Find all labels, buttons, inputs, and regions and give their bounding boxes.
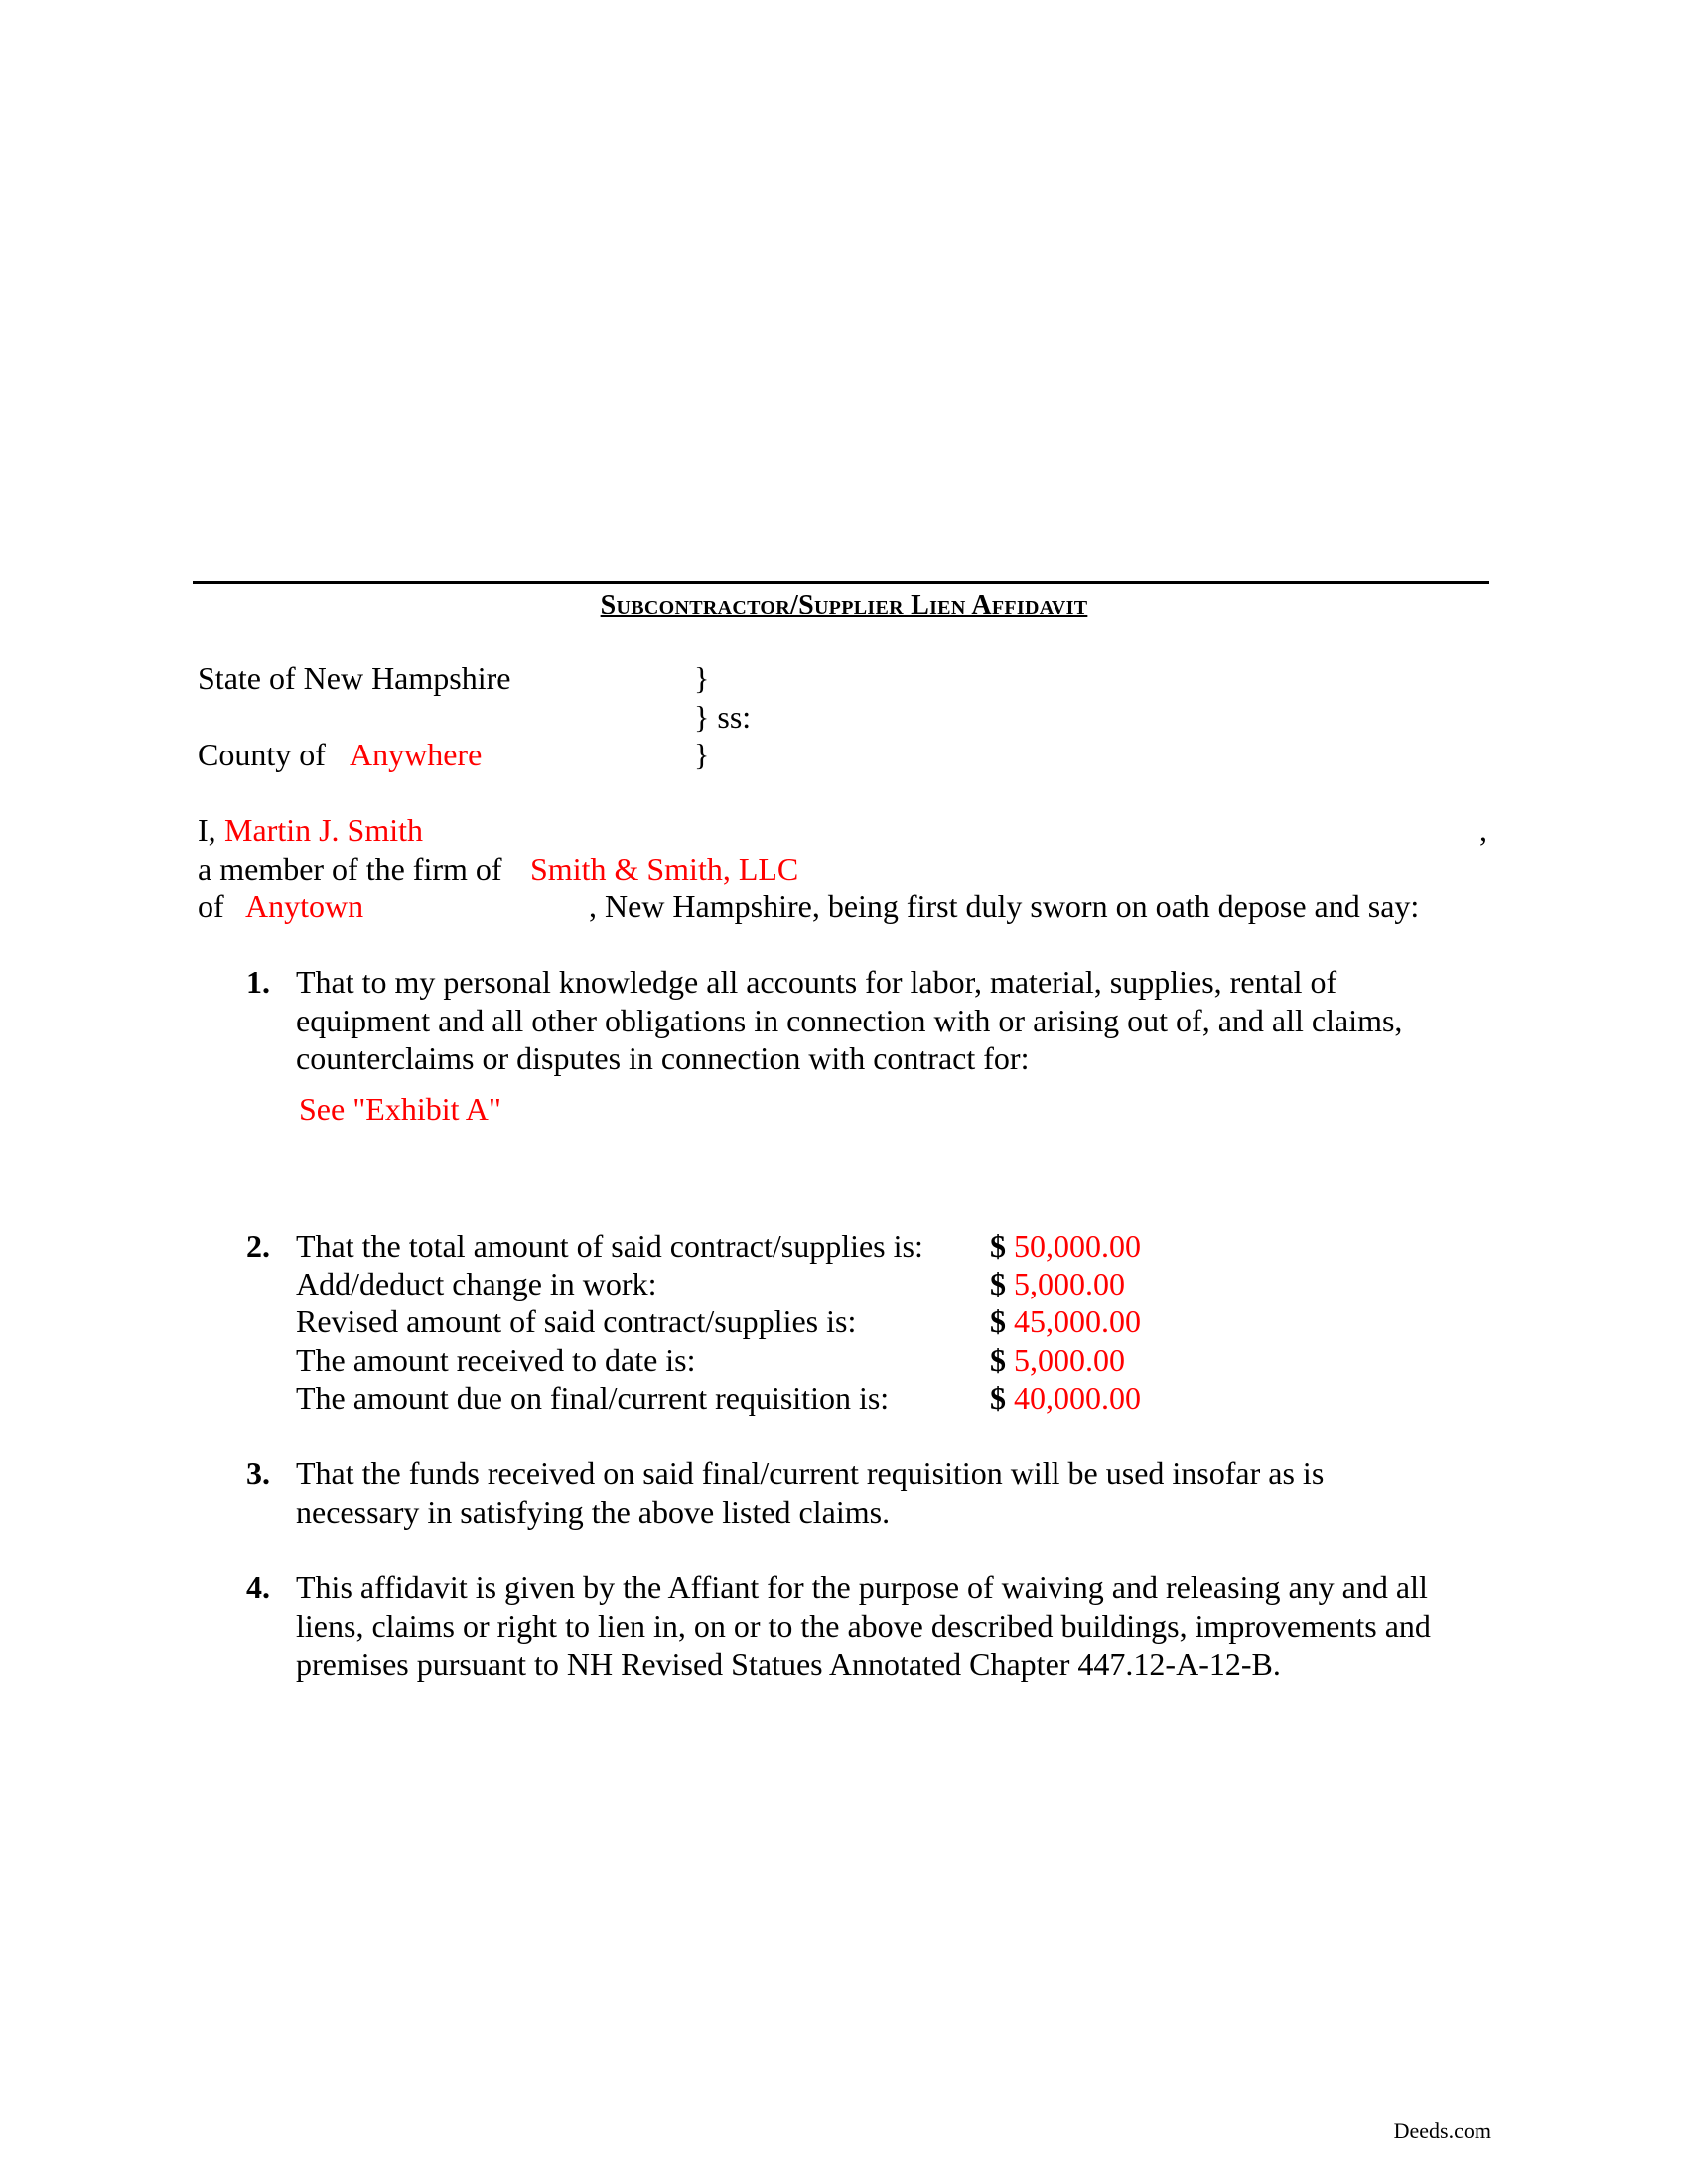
amount-value: 5,000.00 xyxy=(1014,1266,1125,1301)
of-prefix: of xyxy=(198,888,224,924)
currency-symbol: $ xyxy=(990,1266,1006,1301)
item-number: 2. xyxy=(246,1228,270,1264)
brace-top: } xyxy=(694,660,710,696)
affiant-comma: , xyxy=(1479,812,1487,848)
firm-name: Smith & Smith, LLC xyxy=(530,851,799,887)
amount-label: The amount received to date is: xyxy=(296,1342,696,1378)
amount-label: Revised amount of said contract/supplies is: xyxy=(296,1303,857,1339)
item-4-text xyxy=(296,1569,1431,1684)
amount-value: 5,000.00 xyxy=(1014,1342,1125,1378)
county-value: Anywhere xyxy=(350,737,483,772)
state-line: State of New Hampshire xyxy=(198,660,511,696)
brace-ss: } ss: xyxy=(694,699,752,735)
item-line: counterclaims or disputes in connection with contract for: xyxy=(296,1040,1030,1076)
sworn-statement: , New Hampshire, being first duly sworn on oath depose and say: xyxy=(589,888,1420,924)
amount-value: 45,000.00 xyxy=(1014,1303,1141,1339)
amount-value: 50,000.00 xyxy=(1014,1228,1141,1264)
firm-prefix: a member of the firm of xyxy=(198,851,502,887)
item-number: 1. xyxy=(246,964,270,1000)
item-line: liens, claims or right to lien in, on or to the above described buildings, improvements and xyxy=(296,1607,1431,1644)
item-number: 4. xyxy=(246,1570,270,1605)
item-1-text xyxy=(296,963,1402,1078)
currency-symbol: $ xyxy=(990,1342,1006,1378)
item-number: 3. xyxy=(246,1455,270,1491)
amount-label: That the total amount of said contract/supplies is: xyxy=(296,1228,923,1264)
item-line: That to my personal knowledge all accounts for labor, material, supplies, rental of xyxy=(296,964,1337,1000)
brace-bottom: } xyxy=(694,737,710,772)
affiant-name: Martin J. Smith xyxy=(224,812,424,848)
item-3-text xyxy=(296,1454,1324,1531)
amount-label: The amount due on final/current requisition is: xyxy=(296,1380,890,1416)
amount-value: 40,000.00 xyxy=(1014,1380,1141,1416)
currency-symbol: $ xyxy=(990,1380,1006,1416)
item-line: necessary in satisfying the above listed claims. xyxy=(296,1493,891,1530)
item-line: equipment and all other obligations in connection with or arising out of, and all claims, xyxy=(296,1002,1403,1038)
document-title: Subcontractor/Supplier Lien Affidavit xyxy=(600,590,1088,620)
item-line: That the funds received on said final/current requisition will be used insofar as is xyxy=(296,1455,1325,1491)
amount-label: Add/deduct change in work: xyxy=(296,1266,657,1301)
county-label: County of xyxy=(198,737,326,772)
affiant-prefix: I, xyxy=(198,812,216,848)
footer-source: Deeds.com xyxy=(1393,2118,1491,2143)
title-rule xyxy=(193,581,1489,584)
item-line: premises pursuant to NH Revised Statues Annotated Chapter 447.12-A-12-B. xyxy=(296,1646,1281,1682)
currency-symbol: $ xyxy=(990,1303,1006,1339)
currency-symbol: $ xyxy=(990,1228,1006,1264)
contract-reference: See "Exhibit A" xyxy=(299,1091,501,1127)
town-name: Anytown xyxy=(245,888,364,924)
item-line: This affidavit is given by the Affiant for the purpose of waiving and releasing any and all xyxy=(296,1570,1428,1605)
